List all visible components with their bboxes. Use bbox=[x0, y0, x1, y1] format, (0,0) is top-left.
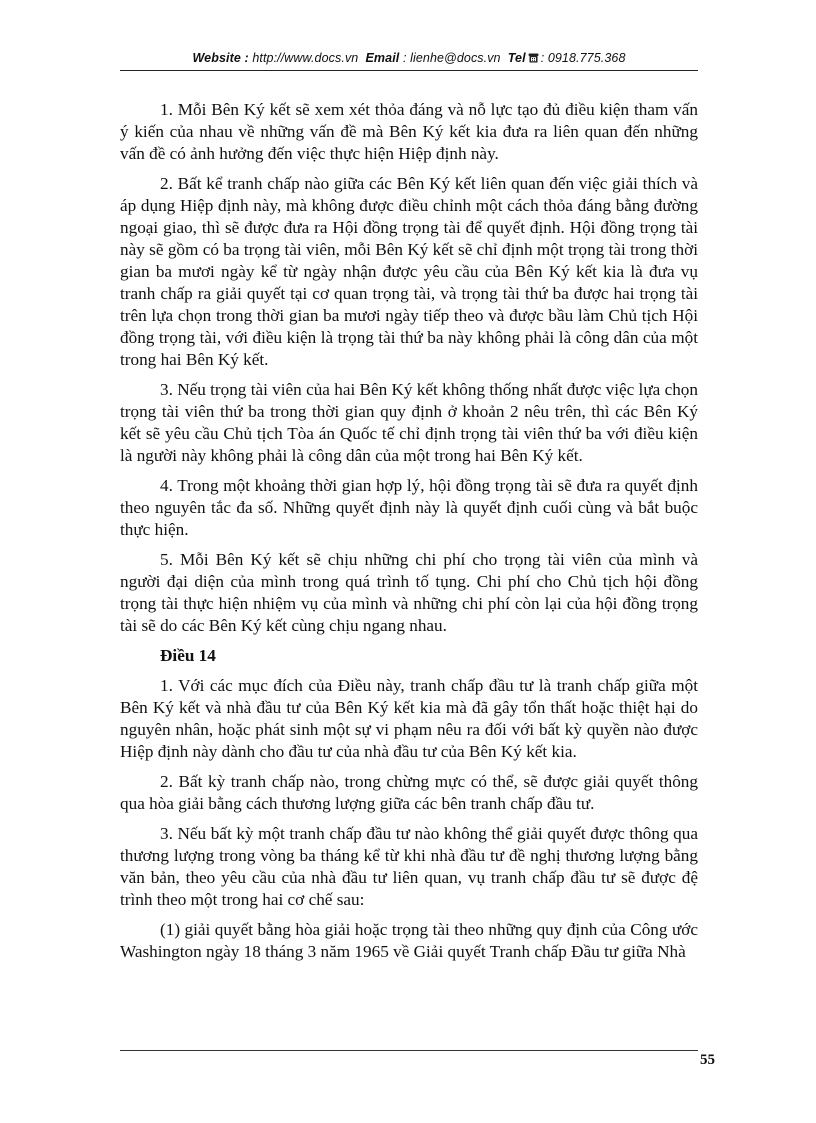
paragraph: 5. Mỗi Bên Ký kết sẽ chịu những chi phí cho trọng tài viên của mình và người đại diện của mình trong quá trình tố tụng. Chi phí cho Chủ tịch hội đồng trọng tài thực hiện nhiệm vụ của mình và những chi phí còn lại của hội đồng trọng tài sẽ do các Bên Ký kết cùng chịu ngang nhau. bbox=[120, 550, 698, 635]
article-heading: Điều 14 bbox=[160, 646, 216, 665]
paragraph: 2. Bất kể tranh chấp nào giữa các Bên Ký kết liên quan đến việc giải thích và áp dụng Hiệp định này, mà không được điều chỉnh một cách thỏa đáng bằng đường ngoại giao, thì sẽ được đưa ra Hội đồng trọng tài để quyết định. Hội đồng trọng tài này sẽ gồm có ba trọng tài viên, mỗi Bên Ký kết sẽ chỉ định một trọng tài trong thời gian ba mươi ngày kể từ ngày nhận được yêu cầu của Bên Ký kết kia là đưa vụ tranh chấp ra giải quyết tại cơ quan trọng tài, và trọng tài thứ ba được hai trọng tài trên lựa chọn trong thời gian ba mươi ngày tiếp theo và được bầu làm Chủ tịch Hội đồng trọng tài, với điều kiện là trọng tài thứ ba này không phải là công dân của một trong hai Bên Ký kết. bbox=[120, 174, 698, 369]
document-body bbox=[120, 99, 698, 971]
paragraph: 2. Bất kỳ tranh chấp nào, trong chừng mực có thể, sẽ được giải quyết thông qua hòa giải bằng cách thương lượng giữa các bên tranh chấp đầu tư. bbox=[120, 772, 698, 813]
footer-divider bbox=[120, 1050, 698, 1051]
paragraph: 4. Trong một khoảng thời gian hợp lý, hội đồng trọng tài sẽ đưa ra quyết định theo nguyên tắc đa số. Những quyết định này là quyết định cuối cùng và bắt buộc thực hiện. bbox=[120, 476, 698, 539]
paragraph: 1. Mỗi Bên Ký kết sẽ xem xét thỏa đáng và nỗ lực tạo đủ điều kiện tham vấn ý kiến của nhau về những vấn đề mà Bên Ký kết kia đưa ra liên quan đến những vấn đề có ảnh hưởng đến việc thực hiện Hiệp định này. bbox=[120, 100, 698, 163]
paragraph: 3. Nếu trọng tài viên của hai Bên Ký kết không thống nhất được việc lựa chọn trọng tài viên thứ ba trong thời gian quy định ở khoản 2 nêu trên, thì các Bên Ký kết sẽ yêu cầu Chủ tịch Tòa án Quốc tế chỉ định trọng tài viên thứ ba với điều kiện là người này không phải là công dân của một trong hai Bên Ký kết. bbox=[120, 380, 698, 465]
website-label: Website : bbox=[192, 51, 249, 65]
tel-label: Tel bbox=[507, 51, 526, 65]
telephone-icon bbox=[528, 53, 539, 63]
page-header bbox=[120, 48, 698, 71]
paragraph: (1) giải quyết bằng hòa giải hoặc trọng tài theo những quy định của Công ước Washington ngày 18 tháng 3 năm 1965 về Giải quyết Tranh chấp Đầu tư giữa Nhà bbox=[120, 920, 698, 961]
paragraph: 1. Với các mục đích của Điều này, tranh chấp đầu tư là tranh chấp giữa một Bên Ký kết và nhà đầu tư của Bên Ký kết kia mà đã gây tổn thất hoặc thiệt hại do nguyên nhân, hoặc phát sinh một sự vi phạm nêu ra đối với bất kỳ quyền nào được Hiệp định này dành cho đầu tư của nhà đầu tư của Bên Ký kết kia. bbox=[120, 676, 698, 761]
website-url[interactable]: http://www.docs.vn bbox=[252, 51, 359, 65]
page-number: 55 bbox=[700, 1052, 715, 1068]
email-address[interactable]: : lienhe@docs.vn bbox=[402, 51, 501, 65]
tel-number: : 0918.775.368 bbox=[540, 51, 626, 65]
paragraph: 3. Nếu bất kỳ một tranh chấp đầu tư nào không thể giải quyết được thông qua thương lượng trong vòng ba tháng kể từ khi nhà đầu tư đề nghị thương lượng bằng văn bản, theo yêu cầu của nhà đầu tư liên quan, vụ tranh chấp đầu tư sẽ được đệ trình theo một trong hai cơ chế sau: bbox=[120, 824, 698, 909]
email-label: Email bbox=[365, 51, 400, 65]
